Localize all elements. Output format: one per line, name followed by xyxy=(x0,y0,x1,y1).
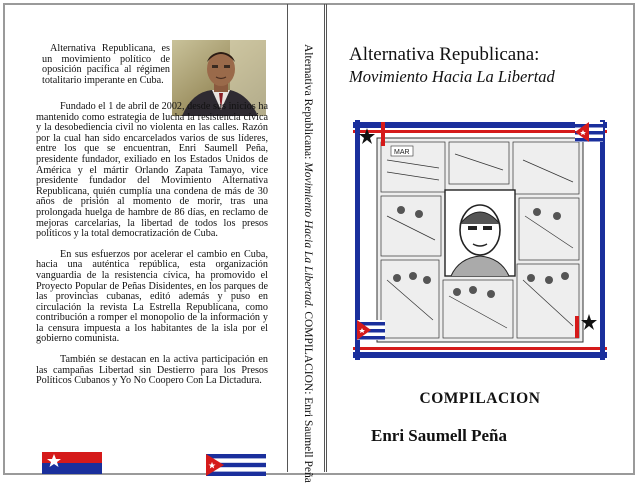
book-spine xyxy=(287,4,325,483)
compilation-label: COMPILACION xyxy=(419,390,541,407)
intro-paragraph: Alternativa Republicana, es un movimiento político de oposición pacífica al régimen totalitario imperante en Cuba. xyxy=(42,43,170,86)
author-name: Enri Saumell Peña xyxy=(371,426,508,445)
alternativa-republicana-flag xyxy=(42,452,102,474)
front-cover xyxy=(326,4,633,472)
paragraph-founding: Fundado el 1 de abril de 2002, desde sus inicios ha mantenido como estrategia de lucha la resistencia cívica y la desobediencia civil no violenta en las calles. Razón por la cual han sido encarcelados varios de sus líderes, entre los que se encuentran, Enri Saumell Peña, presidente fundador, exiliado en los Estados Unidos de América y el mártir Orlando Zapata Tamayo, vice presidente fundador del Movimiento Alternativa Republicana, quién cumplía una condena de más de 30 años de prisión al momento de morir, tras una prolongada huelga de hambre de 86 días, en reclamo de mejoras carcelarias, la libertad de todos los presos políticos y la total democratización de Cuba. xyxy=(36,101,268,240)
paragraph-campaigns: También se destacan en la activa participación en las campañas Libertad sin Destierro para los Presos Políticos Cubanos y Yo No Coopero Con La Dictadura. xyxy=(36,354,268,387)
cover-title: Alternativa Republicana: xyxy=(349,44,540,65)
cuban-flag xyxy=(206,454,266,476)
svg-text:MAR: MAR xyxy=(394,149,410,156)
back-cover xyxy=(6,4,278,466)
spine-title: Alternativa Republicana: Movimiento Hacia La Libertad. COMPILACION: Enri Saumell Peña xyxy=(302,44,314,483)
cover-subtitle: Movimiento Hacia La Libertad xyxy=(349,67,555,86)
description-paragraphs xyxy=(36,102,268,397)
cover-illustration xyxy=(353,120,607,360)
paragraph-efforts: En sus esfuerzos por acelerar el cambio en Cuba, hacia una auténtica república, esta organización vanguardia de la resistencia cívica, ha promovido el Proyecto Popular de Peñas Disidentes, en los parques de las provincias cubanas, editó además y puso en circulación la revista La Estrella Republicana, como contribución a romper el monopolio de la información y la censura impuesta a los habitantes de la isla por el gobierno comunista. xyxy=(36,248,268,345)
